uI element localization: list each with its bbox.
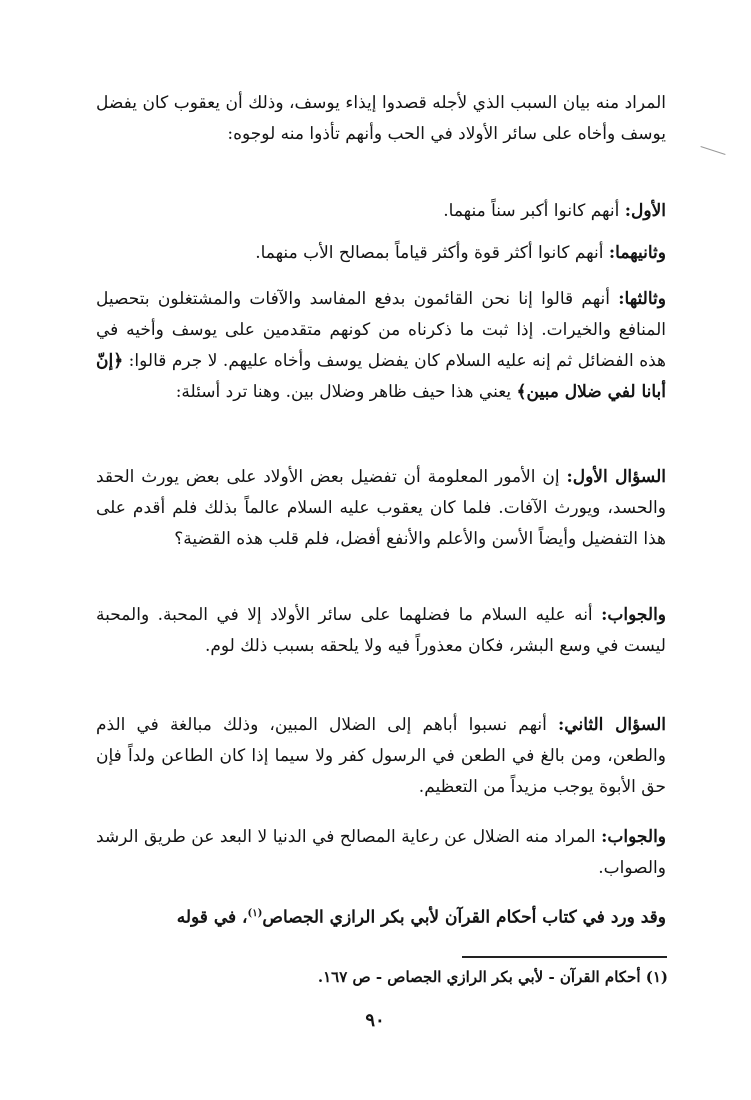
question-one-label: السؤال الأول: [566, 467, 667, 487]
third-reason-text: أنهم قالوا إنا نحن القائمون بدفع المفاسد والآفات والمشتغلون بتحصيل المنافع والخيرات. إذا ثبت ما ذكرناه من كونهم متقدمين على يوسف وأخيه في هذه الفضائل ثم إنه عليه السلام كان يفضل يوسف وأخاه عليهم. لا جرم قالوا: [96, 289, 666, 371]
paragraph-question-two [96, 710, 666, 803]
quran-quote: ﴿إنّ أبانا لفي ضلال مبين﴾ [96, 351, 666, 402]
second-reason-text: أنهم كانوا أكثر قوة وأكثر قياماً بمصالح الأب منهما. [255, 243, 604, 263]
question-one-text: إن الأمور المعلومة أن تفضيل بعض الأولاد على بعض يورث الحقد والحسد، ويورث الآفات. فلما كان يعقوب عليه السلام عالماً بذلك فلم أقدم على هذا التفضيل وأيضاً الأسن والأعلم والأنفع أفضل، فلم قلب هذه القضية؟ [96, 467, 666, 549]
answer-one-label: والجواب: [601, 605, 667, 625]
second-reason-label: وثانيهما: [608, 243, 666, 263]
third-reason-label: وثالثها: [618, 289, 666, 309]
footnote-reference[interactable]: (١) [247, 908, 263, 919]
paragraph-intro: المراد منه بيان السبب الذي لأجله قصدوا إيذاء يوسف، وذلك أن يعقوب كان يفضل يوسف وأخاه على سائر الأولاد في الحب وأنهم تأذوا منه لوجوه: [96, 93, 666, 144]
page-number: ٩٠ [365, 1010, 385, 1031]
scan-mark [700, 146, 725, 155]
citation-text: وقد ورد في كتاب أحكام القرآن لأبي بكر الرازي الجصاص [262, 907, 666, 928]
paragraph-answer-one [96, 600, 666, 662]
footnote: (١) أحكام القرآن - لأبي بكر الرازي الجصاص - ص ١٦٧. [317, 968, 668, 986]
third-reason-tail: يعني هذا حيف ظاهر وضلال بين. وهنا ترد أسئلة: [175, 382, 512, 402]
footnote-divider [462, 956, 667, 958]
question-two-label: السؤال الثاني: [558, 715, 666, 735]
question-two-text: أنهم نسبوا أباهم إلى الضلال المبين، وذلك مبالغة في الذم والطعن، ومن بالغ في الطعن في الرسول كفر ولا سيما إذا كان الطاعن ولداً فإن حق الأبوة يوجب مزيداً من التعظيم. [96, 715, 666, 797]
answer-one-text: أنه عليه السلام ما فضلهما على سائر الأولاد إلا في المحبة. والمحبة ليست في وسع البشر، فكان معذوراً فيه ولا يلحقه بسبب ذلك لوم. [96, 605, 666, 656]
paragraph-citation [96, 898, 666, 934]
paragraph-first-reason [96, 196, 666, 227]
paragraph-question-one [96, 462, 666, 555]
answer-two-text: المراد منه الضلال عن رعاية المصالح في الدنيا لا البعد عن طريق الرشد والصواب. [96, 827, 666, 878]
first-reason-text: أنهم كانوا أكبر سناً منهما. [443, 201, 620, 221]
citation-tail: ، في قوله [176, 907, 248, 928]
paragraph-third-reason [96, 284, 666, 408]
paragraph-answer-two [96, 822, 666, 884]
first-reason-label: الأول: [624, 201, 666, 221]
answer-two-label: والجواب: [601, 827, 666, 847]
paragraph-second-reason [96, 238, 666, 269]
